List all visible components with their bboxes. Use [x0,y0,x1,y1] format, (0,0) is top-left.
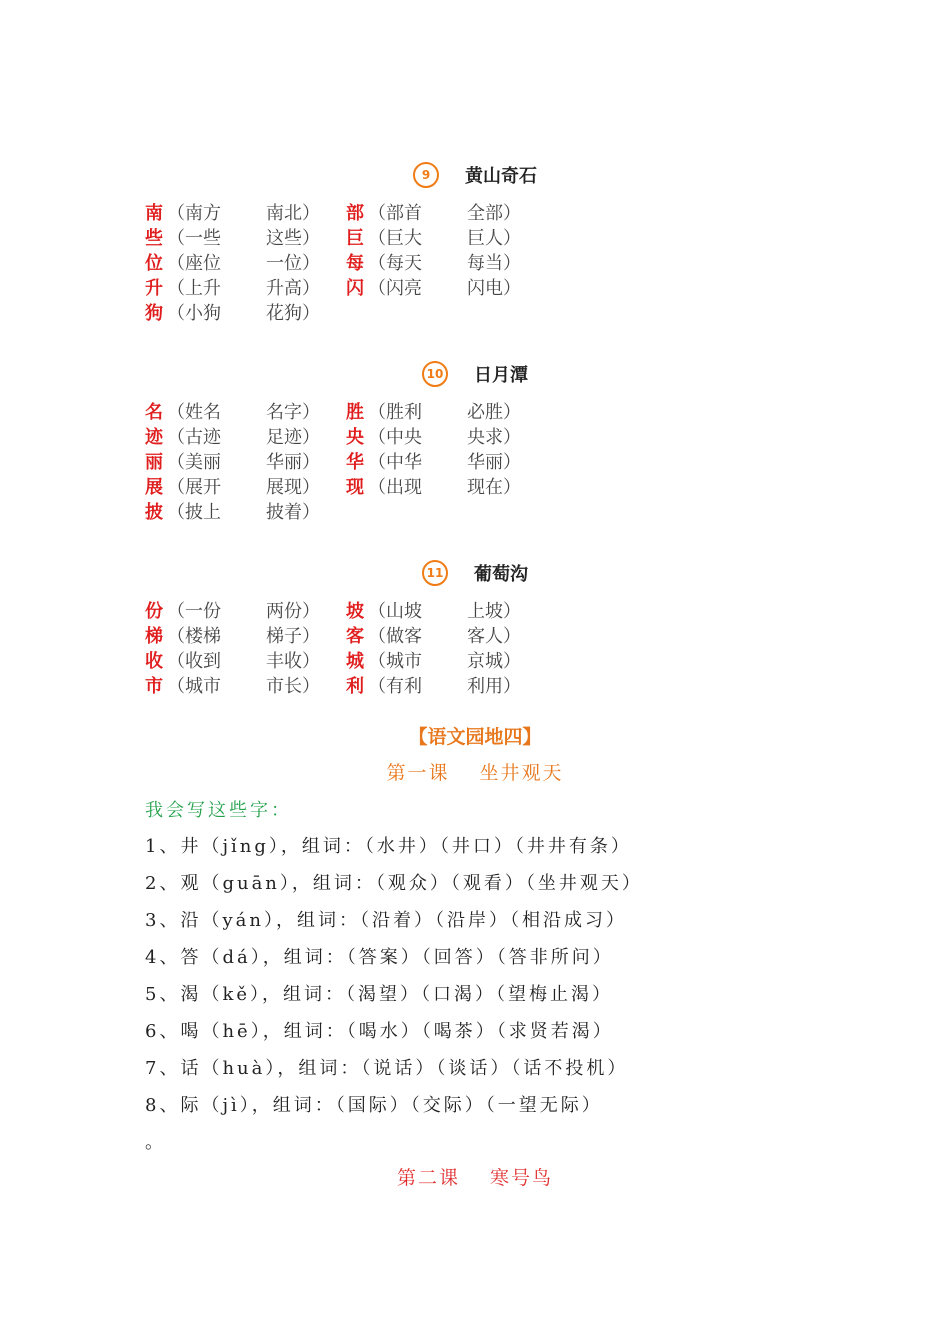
example-word: （古迹 [167,427,221,448]
example-word: （座位 [167,253,221,274]
vocab-item: 3、沿（yán），组词：（沿着）（沿岸）（相沿成习） [145,910,627,931]
lesson2-heading [0,1163,950,1190]
target-character: 份 [145,601,163,622]
example-word: （巨大 [368,228,422,249]
example-word: （一份 [167,601,221,622]
example-word: （山坡 [368,601,422,622]
target-character: 巨 [346,228,364,249]
example-word: （美丽 [167,452,221,473]
lesson1-heading [0,758,950,785]
example-word: 梯子） [266,626,320,647]
example-word: （城市 [167,676,221,697]
example-word: 现在） [467,477,521,498]
example-word: 央求） [467,427,521,448]
target-character: 闪 [346,278,364,299]
vocab-item: 4、答（dá），组词：（答案）（回答）（答非所问） [145,947,614,968]
word-row [0,599,950,624]
word-row [0,276,950,301]
word-row [0,500,950,525]
example-word: 利用） [467,676,521,697]
example-word: 华丽） [467,452,521,473]
vocab-item: 6、喝（hē），组词：（喝水）（喝茶）（求贤若渴） [145,1021,614,1042]
lesson1-label: 第一课 [386,762,450,784]
example-word: 巨人） [467,228,521,249]
vocab-item: 1、井（jǐng），组词：（水井）（井口）（井井有条） [145,836,632,857]
example-word: 足迹） [266,427,320,448]
target-character: 每 [346,253,364,274]
example-word: （收到 [167,651,221,672]
target-character: 梯 [145,626,163,647]
word-row [0,201,950,226]
example-word: （楼梯 [167,626,221,647]
target-character: 部 [346,203,364,224]
example-word: （姓名 [167,402,221,423]
example-word: 上坡） [467,601,521,622]
word-row [0,226,950,251]
word-row [0,251,950,276]
example-word: 展现） [266,477,320,498]
target-character: 坡 [346,601,364,622]
target-character: 胜 [346,402,364,423]
circled-number-11: 11 [422,560,448,586]
example-word: （展开 [167,477,221,498]
example-word: 两份） [266,601,320,622]
example-word: 必胜） [467,402,521,423]
target-character: 城 [346,651,364,672]
target-character: 展 [145,477,163,498]
target-character: 升 [145,278,163,299]
target-character: 华 [346,452,364,473]
example-word: 华丽） [266,452,320,473]
example-word: （南方 [167,203,221,224]
example-word: （做客 [368,626,422,647]
target-character: 南 [145,203,163,224]
example-word: 闪电） [467,278,521,299]
vocab-item: 7、话（huà），组词：（说话）（谈话）（话不投机） [145,1058,629,1079]
word-row [0,624,950,649]
target-character: 名 [145,402,163,423]
circled-number-10: 10 [422,361,448,387]
example-word: 丰收） [266,651,320,672]
example-word: 京城） [467,651,521,672]
example-word: 这些） [266,228,320,249]
target-character: 现 [346,477,364,498]
garden-title: 【语文园地四】 [408,726,542,748]
target-character: 市 [145,676,163,697]
trailing-dot: 。 [145,1132,163,1153]
target-character: 迹 [145,427,163,448]
example-word: （胜利 [368,402,422,423]
circled-number-9: 9 [413,162,439,188]
example-word: 客人） [467,626,521,647]
word-row [0,450,950,475]
word-row [0,425,950,450]
word-row [0,400,950,425]
example-word: （有利 [368,676,422,697]
word-row [0,649,950,674]
example-word: （小狗 [167,303,221,324]
word-row [0,301,950,326]
section-heading-10 [0,359,950,389]
example-word: （城市 [368,651,422,672]
vocab-item: 2、观（guān），组词：（观众）（观看）（坐井观天） [145,873,643,894]
target-character: 客 [346,626,364,647]
intro-text: 我会写这些字： [145,800,292,821]
section-title-11: 葡萄沟 [474,564,528,585]
section-title-10: 日月潭 [474,365,528,386]
target-character: 些 [145,228,163,249]
example-word: （部首 [368,203,422,224]
target-character: 披 [145,502,163,523]
section-heading-9 [0,160,950,190]
example-word: （中央 [368,427,422,448]
vocab-item: 8、际（jì），组词：（国际）（交际）（一望无际） [145,1095,603,1116]
word-row [0,475,950,500]
vocab-item: 5、渴（kě），组词：（渴望）（口渴）（望梅止渴） [145,984,614,1005]
lesson2-label: 第二课 [396,1167,460,1189]
example-word: 名字） [266,402,320,423]
example-word: （上升 [167,278,221,299]
example-word: 升高） [266,278,320,299]
lesson1-name: 坐井观天 [479,762,564,784]
target-character: 收 [145,651,163,672]
example-word: 南北） [266,203,320,224]
word-row [0,674,950,699]
example-word: 披着） [266,502,320,523]
lesson2-name: 寒号鸟 [490,1167,554,1189]
example-word: 全部） [467,203,521,224]
example-word: （中华 [368,452,422,473]
target-character: 利 [346,676,364,697]
section-title-9: 黄山奇石 [465,166,537,187]
target-character: 丽 [145,452,163,473]
example-word: 每当） [467,253,521,274]
example-word: 市长） [266,676,320,697]
example-word: （每天 [368,253,422,274]
example-word: （出现 [368,477,422,498]
example-word: 一位） [266,253,320,274]
section-heading-11 [0,558,950,588]
example-word: 花狗） [266,303,320,324]
example-word: （披上 [167,502,221,523]
target-character: 位 [145,253,163,274]
target-character: 狗 [145,303,163,324]
example-word: （一些 [167,228,221,249]
example-word: （闪亮 [368,278,422,299]
target-character: 央 [346,427,364,448]
